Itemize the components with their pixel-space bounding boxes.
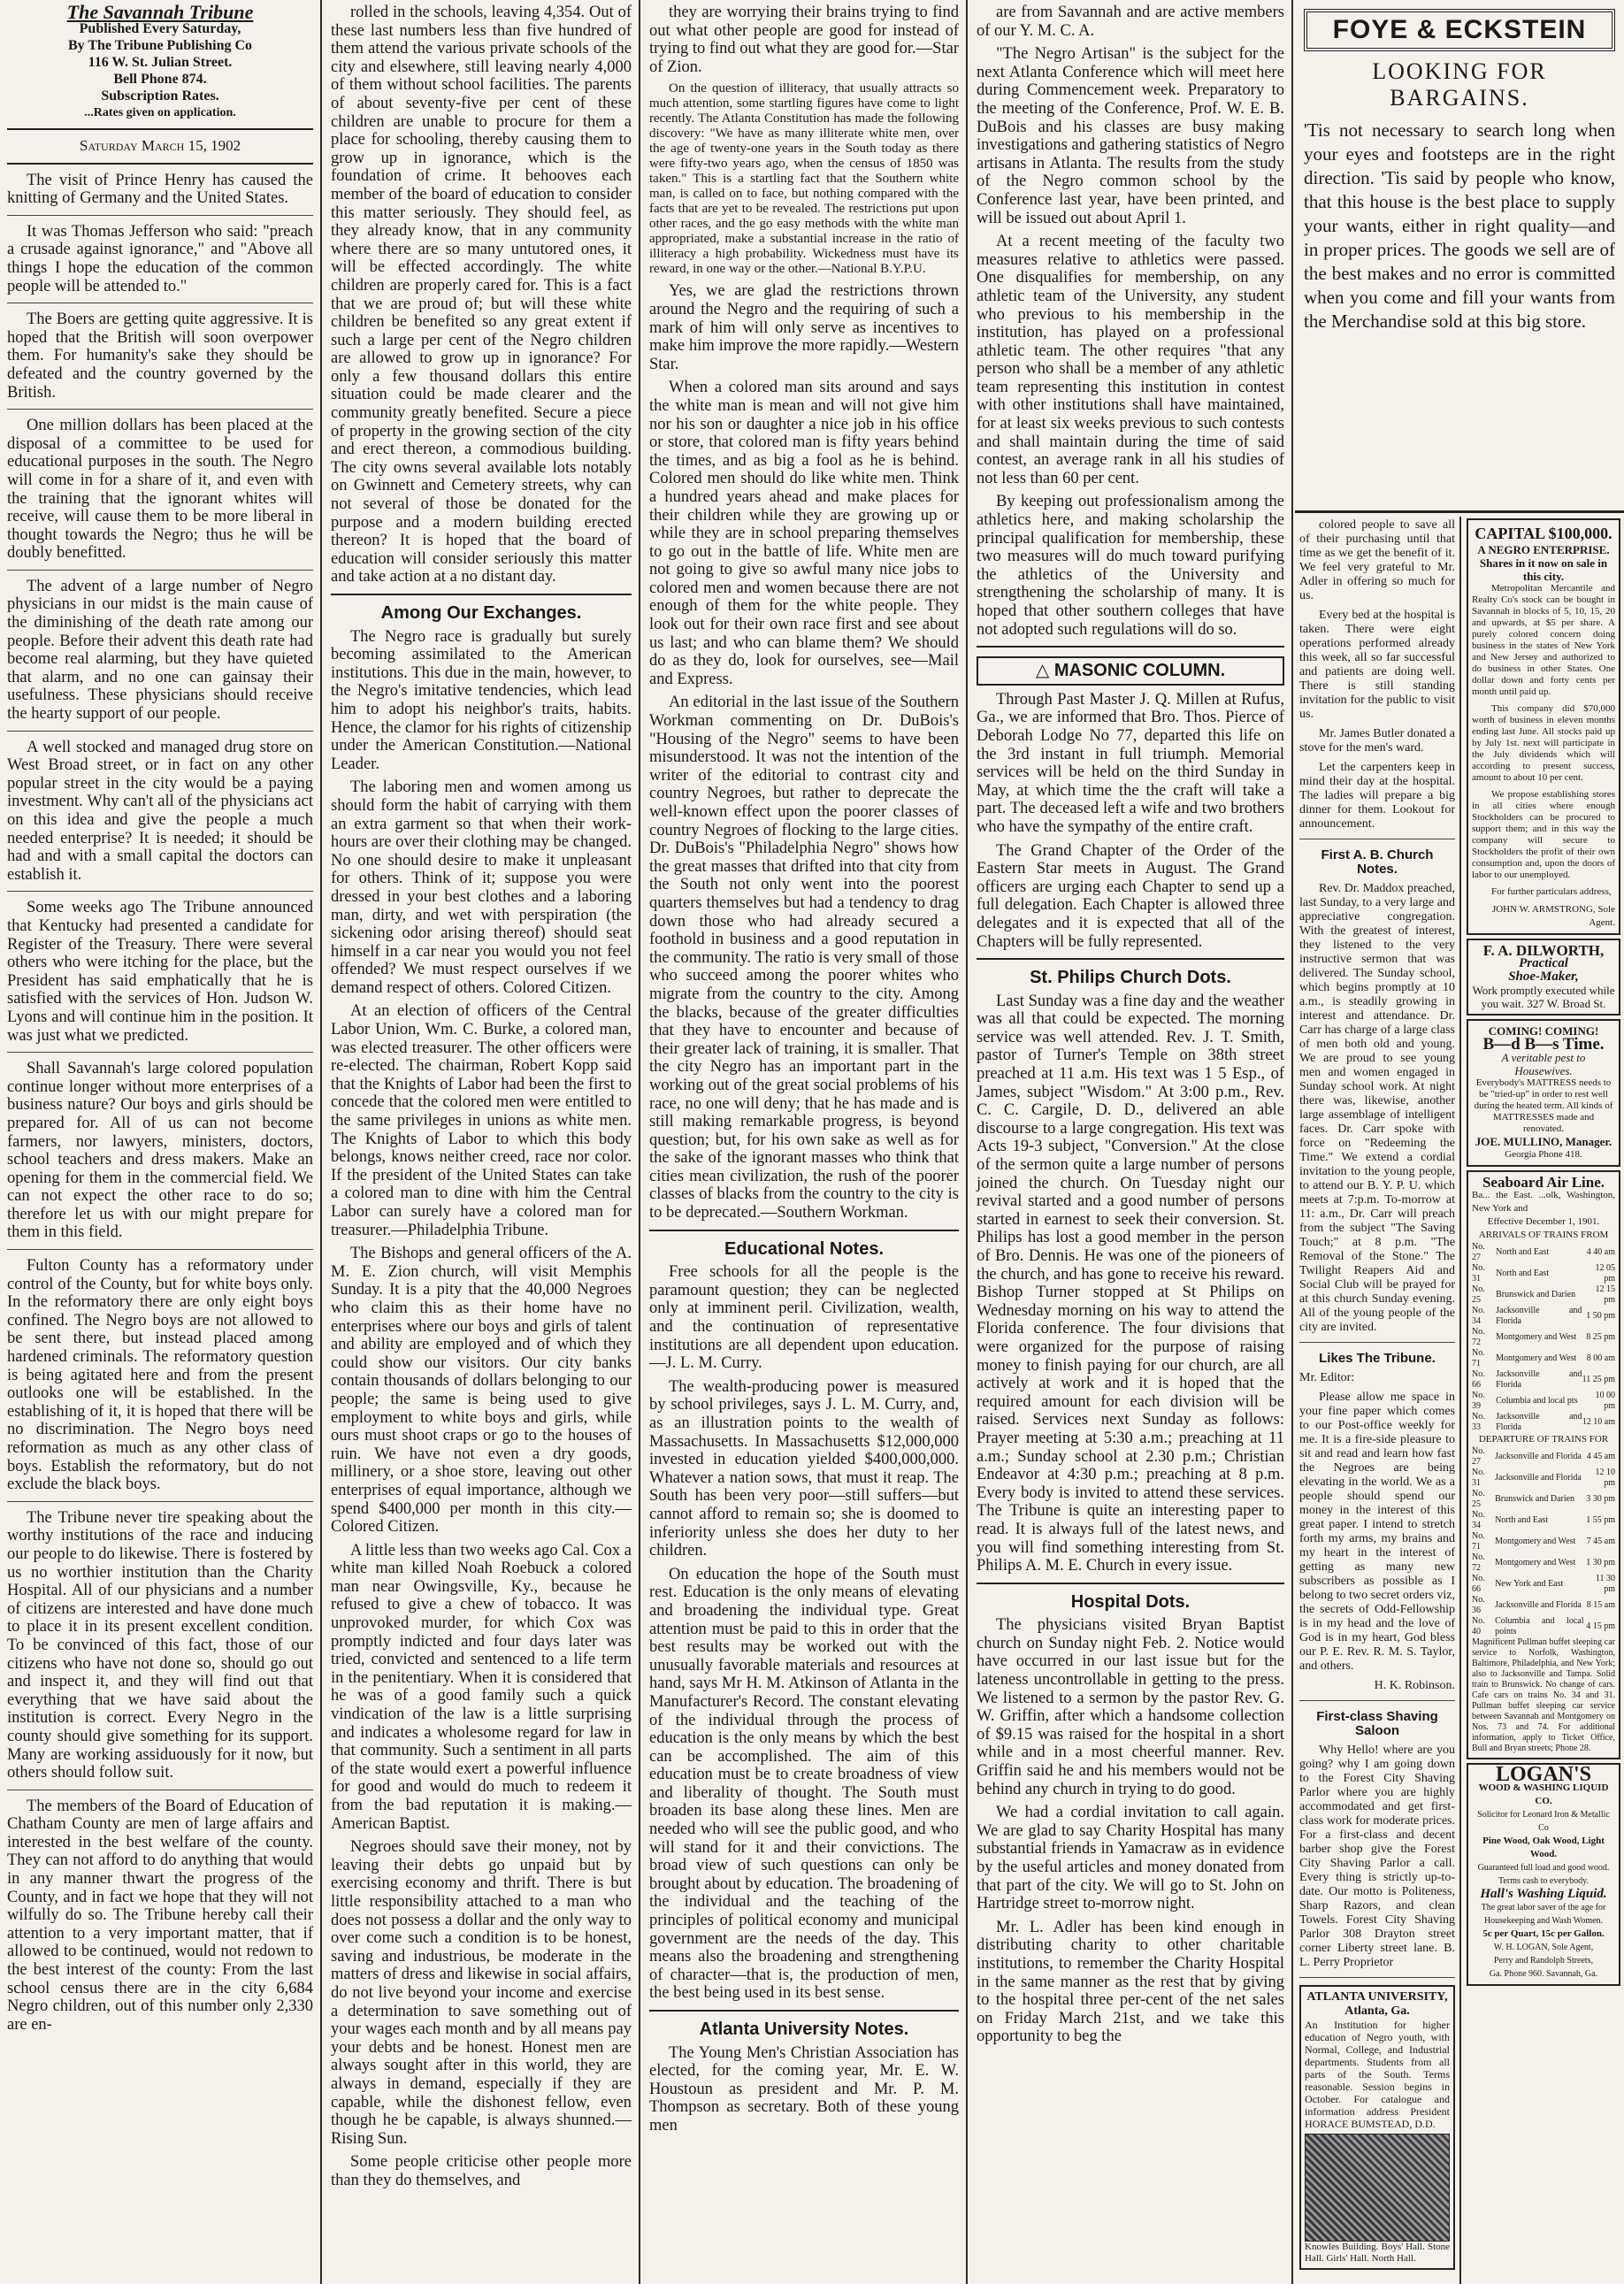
capital-signature: JOHN W. ARMSTRONG, Sole Agent. bbox=[1491, 904, 1615, 928]
hospital-paragraph: The physicians visited Bryan Baptist church on Sunday night Feb. 2. Notice would have occurred in our last issue but for the lateness uncontrollable in getting to the press. We listened to a sermon by the pastor Rev. G. W. Griffin, after which a handsome collection of $9.15 was raised for the hospital in a short while and in a most cheerful manner. Rev. Griffin said he and his members would not be behind any church in trying to do good. bbox=[977, 1616, 1284, 1798]
dilworth-title: F. A. DILWORTH, bbox=[1482, 942, 1605, 959]
train-number: No. 31 bbox=[1472, 1263, 1485, 1284]
masthead-line: 116 W. St. Julian Street. bbox=[88, 55, 233, 70]
train-row bbox=[1472, 1595, 1615, 1616]
train-route: Brunswick and Darien bbox=[1495, 1494, 1575, 1504]
train-time: 12 10 pm bbox=[1595, 1468, 1615, 1488]
train-number: No. 25 bbox=[1472, 1284, 1485, 1305]
dilworth-sub2: Shoe-Maker, bbox=[1508, 970, 1579, 984]
train-number: No. 27 bbox=[1472, 1242, 1485, 1262]
building-label: Stone Hall. bbox=[1305, 2242, 1451, 2264]
train-time: 4 45 am bbox=[1586, 1452, 1615, 1461]
departures-table bbox=[1472, 1446, 1615, 1637]
train-time: 11 25 pm bbox=[1582, 1375, 1615, 1384]
masonic-heading-text: MASONIC COLUMN. bbox=[1053, 661, 1226, 681]
logan-subtitle: WOOD & WASHING LIQUID CO. bbox=[1478, 1782, 1609, 1806]
train-number: No. 66 bbox=[1472, 1574, 1485, 1594]
editorial-paragraph: Shall Savannah's large colored population continue longer without more enterprises of a business nature? Our boys and girls should be prepared for. All of us can not become farmers, nor lawyers, ministers, doctors, school teachers and dress makers. Make an opening for them in the commercial field. We can not expect the other race to do so; therefore let us with our might prepare for them in this field. bbox=[7, 1060, 313, 1242]
train-time: 3 30 pm bbox=[1586, 1494, 1615, 1504]
column-rule bbox=[1459, 517, 1461, 2284]
departures-heading: DEPARTURE OF TRAINS FOR bbox=[1478, 1434, 1609, 1445]
dilworth-sub1: Practical bbox=[1519, 956, 1568, 970]
logan-line: Pine Wood, Oak Wood, Light Wood. bbox=[1482, 1836, 1605, 1859]
university-building-labels bbox=[1305, 2242, 1450, 2265]
train-number: No. 39 bbox=[1472, 1391, 1485, 1411]
train-row bbox=[1472, 1552, 1615, 1574]
train-number: No. 34 bbox=[1472, 1306, 1485, 1326]
train-route: North and East bbox=[1495, 1515, 1549, 1525]
masonic-paragraph: The Grand Chapter of the Order of the Eastern Star meets in August. The Grand officers are urging each Chapter to send up a full delegation. Each Chapter is allowed three delegates and it is expected that all of the Chapters will be fully represented. bbox=[977, 841, 1284, 951]
section-heading-exchanges: Among Our Exchanges. bbox=[380, 603, 582, 623]
train-row bbox=[1472, 1616, 1615, 1637]
train-row bbox=[1472, 1468, 1615, 1489]
exchange-paragraph: Yes, we are glad the restrictions thrown around the Negro and the requiring of such a mark of him will only serve as incentives to make him improve the more rapidly.—Western Star. bbox=[649, 282, 959, 373]
train-number: No. 36 bbox=[1472, 1595, 1485, 1615]
hospital-paragraph: colored people to save all of their purchasing until that time as we get the benefit of it. We feel very grateful to Mr. Adler in offering so much for us. bbox=[1299, 518, 1455, 602]
column-3 bbox=[642, 0, 966, 2284]
train-row bbox=[1472, 1242, 1615, 1263]
train-row bbox=[1472, 1574, 1615, 1595]
editorial-paragraph: One million dollars has been placed at the disposal of a committee to be used for educational purposes in the south. The Negro will come in for a share of it, and even with the training that the ignorant whites will receive, will cause them to be more liberal in thought towards the Negro; thus he will be doubly benefitted. bbox=[7, 417, 313, 563]
train-row bbox=[1472, 1263, 1615, 1284]
au-paragraph: The Young Men's Christian Association has elected, for the coming year, Mr. E. W. Houstoun as president and Mr. P. M. Thompson as secretary. Both of these young men bbox=[649, 2043, 959, 2135]
train-route: Jacksonville and Florida bbox=[1495, 1600, 1582, 1610]
seaboard-effective: Effective December 1, 1901. bbox=[1487, 1216, 1600, 1227]
train-time: 1 55 pm bbox=[1586, 1515, 1615, 1525]
section-heading-first-ab: First A. B. Church Notes. bbox=[1321, 847, 1434, 877]
masthead-title: The Savannah Tribune bbox=[66, 1, 254, 23]
masthead-line: ...Rates given on application. bbox=[84, 106, 236, 119]
capital-title: CAPITAL $100,000. bbox=[1475, 525, 1613, 542]
capital-paragraph: We propose establishing stores in all cities where enough Stockholders can be procured to support them; and in this way the company will secure to Stockholders the profit of their own consumption and, upon the doors of labor to our unemployed. bbox=[1472, 789, 1615, 880]
exchange-paragraph: Negroes should save their money, not by leaving their debts go unpaid but by exercising economy and thrift. There is but little responsibility attached to a man who does not possess a dollar and the only way to over come such a condition is to be honest, saving and industrious, be moderate in the matters of dress and likewise in social affairs, do not live beyond your income and exercise a determination to save something out of your wages each month and by all means pay your debts and be honest. Honest men are always sought after in this world, they are always in demand, especially if they are capable, while the dishonest fellow, even though he be capable, is always shunned.—Rising Sun. bbox=[331, 1838, 632, 2148]
logan-ad bbox=[1467, 1763, 1620, 1986]
column-6-content bbox=[1463, 517, 1624, 2284]
masthead-line: Bell Phone 874. bbox=[113, 72, 207, 87]
train-number: No. 25 bbox=[1472, 1489, 1485, 1509]
first-ab-paragraph: Rev. Dr. Maddox preached, last Sunday, to a very large and appreciative congregation. With the greatest of interest, they listened to the very instructive sermon that was delivered. The Sunday school, which begins promptly at 10 a.m., is steadily growing in interest and attendance. Dr. Carr has charge of a large class of men both old and young. We are proud to see young men and women engaged in Sunday school work. At night there was, likewise, another large assemblage of intelligent faces. Dr. Carr spoke with force on "Redeeming the Time." We extend a cordial invitation to the young people, to attend our B. Y. P. U. which meets at 7:p.m. To-morrow at 11: a.m., Dr. Carr will preach from the subject "The Saving Touch;" at 8 p.m. "The Removal of the Stone." The Twilight Reapers Aid and Social Club will be prayed for at this church Sunday evening. All of the young people of the city are invited. bbox=[1299, 882, 1455, 1334]
university-text: An Institution for higher education of Negro youth, with Normal, College, and Industrial departments. Students from all parts of the South. Terms reasonable. Session begins in October. For catalogue and information address President HORACE BUMSTEAD, D.D. bbox=[1305, 2019, 1450, 2130]
editorial-paragraph: A well stocked and managed drug store on West Broad street, or in fact on any other popular street in the city would be a paying investment. Why can't all of the physicians act on this idea and give the people a much needed enterprise? It is needed; it should be had and with a small capital the doctors can establish it. bbox=[7, 738, 313, 884]
train-number: No. 33 bbox=[1472, 1412, 1485, 1432]
train-number: No. 72 bbox=[1472, 1327, 1485, 1347]
editorial-paragraph: The Boers are getting quite aggressive. It is hoped that the British will soon overpower them. For humanity's sake they should be defeated and the country governed by the British. bbox=[7, 310, 313, 402]
capital-subtitle-2: Shares in it now on sale in this city. bbox=[1479, 556, 1608, 583]
mattress-body: Everybody's MATTRESS needs to be "tried-up" in order to rest well during the heated term. All kinds of MATTRESSES made and renovated. bbox=[1474, 1077, 1613, 1134]
train-route: Montgomery and West bbox=[1495, 1558, 1576, 1567]
seaboard-title: Seaboard Air Line. bbox=[1482, 1174, 1605, 1191]
dateline: Saturday March 15, 1902 bbox=[79, 137, 241, 154]
exchange-paragraph: On the question of illiteracy, that usually attracts so much attention, some startling figures have come to light recently. The Atlanta Constitution has made the following discovery: "We have as many illiterate white men, over the age of twenty-one years in the South today as there were fifty-two years ago, when the census of 1850 was taken." This is a startling fact that the Southern white man, is called on to face, but nothing compared with the facts that are yet to be revealed. The restrictions put upon other races, and the go easy methods with the white man appropriated, make a substantial increase in the ratio of illiteracy a high probability. Wickedness must have its reward, in one way or the other.—National B.Y.P.U. bbox=[649, 81, 959, 277]
column-rule bbox=[966, 0, 968, 2284]
train-route: North and East bbox=[1496, 1247, 1550, 1257]
editorial-paragraph: Fulton County has a reformatory under control of the County, but for white boys only. In the reformatory there are only eight boys confined. The Negro boys are not allowed to be sent there, but instead placed among hardened criminals. The reformatory question is being agitated here and from the present outlooks one will be established. In the establishing of it, it is hoped that there will be no discrimination. The Negro boys need reformation as much as any other class of boys. Establish the reformatory, but do not exclude the black boys. bbox=[7, 1257, 313, 1494]
train-route: Jacksonville and Florida bbox=[1495, 1473, 1582, 1483]
foye-subtitle: LOOKING FOR BARGAINS. bbox=[1372, 58, 1547, 111]
au-paragraph: By keeping out professionalism among the athletics here, and making scholarship the principal qualification for membership, these two measures will do much toward purifying the athletics of the University and strengthening the scholarship of many. It is hoped that other southern colleges that have not adopted such regulations will do so. bbox=[977, 493, 1284, 639]
exchange-paragraph: When a colored man sits around and says the white man is mean and will not give him nor his son or daughter a nice job in his office or store, that colored man is fifty years behind the times, and as big a fool as he is behind. Colored men should do like white men. Think a hundred years ahead and make places for their children while they are growing up or while they are in school preparing themselves to go out in the battle of life. White men are not going to give so awful many nice jobs to colored men and women because there are not enough of them for the white people. They look out for their own race first and see about us last; and who can blame them? We should do as they do, look for ourselves, see—Mail and Express. bbox=[649, 379, 959, 688]
train-row bbox=[1472, 1489, 1615, 1510]
foye-title: FOYE & ECKSTEIN bbox=[1304, 9, 1615, 51]
mattress-title: B—d B—s Time. bbox=[1482, 1035, 1605, 1054]
editorial-paragraph: The Tribune never tire speaking about the worthy institutions of the race and inducing our people to do likewise. There is fostered by us no worthier institution than the Charity Hospital. All of our physicians and a number of citizens are interested and have done much to place it in its present excellent condition. To be convinced of this fact, those of our citizens who have not done so, should go out and inspect it, and they will find out that everything that we have said about the institution is correct. Every Negro in the county should give something for its support. Many are working assiduously for it now, but others should follow suit. bbox=[7, 1508, 313, 1782]
logan-line: Ga. Phone 960. Savannah, Ga. bbox=[1489, 1969, 1598, 1979]
train-number: No. 27 bbox=[1472, 1446, 1485, 1467]
train-route: Columbia and local points bbox=[1495, 1616, 1584, 1636]
dilworth-body: Work promptly executed while you wait. 327 W. Broad St. bbox=[1472, 984, 1615, 1010]
capital-paragraph: This company did $70,000 worth of business in eleven months ending last June. All stocks paid up by July 1st. next will participate in the July dividends which will according to present success, amount to about 10 per cent. bbox=[1472, 703, 1615, 783]
university-building-image bbox=[1305, 2134, 1450, 2242]
editorial-paragraph: The visit of Prince Henry has caused the knitting of Germany and the United States. bbox=[7, 171, 313, 208]
train-time: 4 15 pm bbox=[1586, 1621, 1615, 1631]
train-route: Montgomery and West bbox=[1496, 1353, 1577, 1363]
train-number: No. 31 bbox=[1472, 1468, 1485, 1488]
train-time: 8 00 am bbox=[1586, 1353, 1615, 1363]
train-time: 10 00 pm bbox=[1595, 1391, 1615, 1411]
masthead-line: By The Tribune Publishing Co bbox=[67, 38, 253, 53]
train-row bbox=[1472, 1348, 1615, 1369]
section-heading-masonic bbox=[977, 656, 1284, 686]
hospital-paragraph: Every bed at the hospital is taken. There were eight operations performed already this week, all so far successful and patients are doing well. There is still standing invitation for the public to visit us. bbox=[1299, 609, 1455, 721]
train-time: 8 25 pm bbox=[1586, 1332, 1615, 1342]
au-paragraph: At a recent meeting of the faculty two measures relative to athletics were passed. One disqualifies for membership, on any athletic team of the University, any student who previous to his membership in the institution, has played on a professional athletic team. The other requires "that any person who shall be a member of any athletic team representing this institution in contest with other institutions shall have maintained, for at least six weeks previous to such contests and shall maintain during the time of said contest, an average rank in all his studies of not less than 60 per cent. bbox=[977, 233, 1284, 487]
logan-line: The great labor saver of the age for Housekeeping and Wash Women. bbox=[1481, 1903, 1606, 1926]
university-title: ATLANTA UNIVERSITY, Atlanta, Ga. bbox=[1306, 1990, 1448, 2018]
train-time: 1 30 pm bbox=[1586, 1558, 1615, 1567]
train-time: 11 30 pm bbox=[1595, 1574, 1615, 1594]
likes-signature: H. K. Robinson. bbox=[1374, 1679, 1455, 1692]
seaboard-notes: Magnificent Pullman buffet sleeping car service to Norfolk, Washington, Baltimore, Philadelphia, and New York; also to Jacksonville and Tampa. Solid train to Brunswick. No change of cars. Cafe cars on trains No. 34 and 31. Pullman buffet sleeping car service between Savannah and Montgomery on Nos. 73 and 74. For additional information, apply to Ticket Office, Bull and Bryan streets; Phone 28. bbox=[1472, 1637, 1615, 1753]
dilworth-ad bbox=[1467, 939, 1620, 1016]
train-row bbox=[1472, 1306, 1615, 1327]
exchange-paragraph: they are worrying their brains trying to find out what other people are good for instead of trying to find out what they are good for.—Star of Zion. bbox=[649, 4, 959, 76]
section-heading-education: Educational Notes. bbox=[724, 1238, 885, 1259]
column-rule bbox=[1291, 0, 1293, 2284]
capital-paragraph: For further particulars address, bbox=[1491, 886, 1612, 897]
exchange-paragraph: A little less than two weeks ago Cal. Cox a white man killed Noah Roebuck a colored man near Owingsville, Ky., because he refused to give a chew of tobacco. It was unprovoked murder, for which Cox was promptly indicted and four days later was tried, convicted and sentenced to a life term in the penitentiary. When it is considered that he was of a good family such a quick vindication of the law is a little surprising and indicates a wholesome regard for law in that community. Such a sentiment in all parts of the state would exert a powerful influence for good and would do much to redeem it from the bad reputation it is making.—American Baptist. bbox=[331, 1541, 632, 1833]
exchange-paragraph: The Negro race is gradually but surely becoming assimilated to the American institutions. This due in the main, however, to the Negro's imitative tendencies, which lead him to adopt his neighbor's traits, habits. Hence, the clamor for his rights of citizenship under the American Constitution.—National Leader. bbox=[331, 627, 632, 773]
column-4 bbox=[969, 0, 1291, 2284]
masthead-line: Published Every Saturday, bbox=[79, 21, 241, 36]
column-1 bbox=[0, 0, 320, 2284]
hall-title: Hall's Washing Liquid. bbox=[1480, 1887, 1607, 1901]
section-heading-hospital: Hospital Dots. bbox=[1070, 1591, 1191, 1612]
train-route: Brunswick and Darien bbox=[1496, 1290, 1576, 1299]
exchange-paragraph: The laboring men and women among us should form the habit of carrying with them an extra garment so that when their work-hours are over their clothing may be changed. No one should desire to make it unpleasant for others. Think of it; suppose you were dressed in your best clothes and a laboring man, dirty, and wet with perspiration (the sickening odor arising thereof) should seat himself in a car near you would you not feel offended? We must respect ourselves if we demand respect of others. Colored Citizen. bbox=[331, 778, 632, 997]
exchange-paragraph: An editorial in the last issue of the Southern Workman commenting on Dr. DuBois's "Housing of the Negro" seems to have been misunderstood. It was not the intention of the writer of the editorial to contrast city and country Negroes, but rather to deprecate the well-known effect upon the poorer classes of country Negroes of flocking to the large cities. Dr. DuBois's "Philadelphia Negro" shows how the great masses that drifted into that city from the South not only went into the poorest quarters themselves but had a tendency to drag down those who had already secured a foothold in business and a good reputation in the community. The ratio is very small of those who succeed among the poorer whites who migrate from the country to the city. Among the blacks, because of the greater difficulties that they have to encounter and because of their greater lack of training, it is smaller. That the city Negro has an important part in the working out of the great social problems of his race, no one will deny; that he has made and is still making remarkable progress, is beyond question; but, for his own sake as well as for the sake of the ignorant masses who think that cities mean civilization, the rush of the poorer classes of blacks from the country to the city is to be deprecated.—Southern Workman. bbox=[649, 694, 959, 1222]
arrivals-table bbox=[1472, 1242, 1615, 1433]
train-row bbox=[1472, 1412, 1615, 1433]
train-row bbox=[1472, 1446, 1615, 1468]
train-time: 4 40 am bbox=[1586, 1247, 1615, 1257]
masthead-line: Subscription Rates. bbox=[101, 88, 219, 103]
train-row bbox=[1472, 1531, 1615, 1552]
train-row bbox=[1472, 1327, 1615, 1348]
train-number: No. 72 bbox=[1472, 1552, 1485, 1573]
au-paragraph: "The Negro Artisan" is the subject for the next Atlanta Conference which will meet here during Commencement week. Preparatory to the meeting of the Conference, Prof. W. E. B. DuBois and his classes are busy making investigations and gathering statistics of Negro artisans in Atlanta. The results from the study of the Negro common school by the Conference last year, have been printed, and will be issued out about April 1. bbox=[977, 45, 1284, 227]
seaboard-ad bbox=[1467, 1170, 1620, 1759]
education-paragraph: The wealth-producing power is measured by school privileges, says J. L. M. Curry, and, as an illustration points to the wealth of Massachusetts. In Massachusetts $12,000,000 invested in education yielded $400,000,000. Whatever a nation sows, that must it reap. The South has been very poor—still suffers—but cannot afford to remain so; she is doomed to inferiority unless she does her duty to her children. bbox=[649, 1377, 959, 1560]
masonic-emblem-icon: △ bbox=[1035, 661, 1050, 681]
train-number: No. 34 bbox=[1472, 1510, 1485, 1530]
train-time: 12 15 pm bbox=[1595, 1284, 1615, 1305]
capital-subtitle: A NEGRO ENTERPRISE. bbox=[1477, 543, 1610, 556]
train-route: Jacksonville and Florida bbox=[1496, 1412, 1582, 1432]
foye-ad-content bbox=[1295, 0, 1624, 513]
mattress-coming: COMING! COMING! bbox=[1488, 1024, 1599, 1038]
train-number: No. 66 bbox=[1472, 1369, 1485, 1390]
building-label: Girls' Hall. bbox=[1326, 2253, 1369, 2264]
seaboard-intro: Ba... the East. ...olk, Washington, New York and bbox=[1472, 1190, 1615, 1214]
hospital-paragraph: Mr. L. Adler has been kind enough in distributing charity to other charitable institutions, to remember the Charity Hospital in the same manner as the rest that by giving to the hospital three per-cent of the net sales on Friday March 21st, and we take this opportunity to beg the bbox=[977, 1918, 1284, 2046]
train-time: 12 05 pm bbox=[1595, 1263, 1615, 1284]
hospital-paragraph: Mr. James Butler donated a stove for the men's ward. bbox=[1299, 727, 1455, 755]
logan-line: Guaranteed full load and good wood. Terms cash to everybody. bbox=[1477, 1863, 1610, 1886]
column-2 bbox=[324, 0, 639, 2284]
editorial-paragraph: rolled in the schools, leaving 4,354. Out of these last numbers less than five hundred of them attend the various private schools of the city and elsewhere, still leaving nearly 4,000 of them without school facilities. The parents of about seventy-five per cent of these children are unable to procure for them a place for schooling, thereby causing them to grow up in ignorance, which is the foundation of crime. It behooves each member of the board of education to consider this matter seriously. They should feel, as they already know, that in any community where there are so many untutored ones, it will be effected accordingly. The white children are properly cared for. This is a fact that we are proud of; but will these white children be benefited so any great extent if such a large per cent of the Negro children are allowed to grow up in ignorance? For only a few thousand dollars this entire situation could be made clearer and the community greatly benefited. Secure a piece of property in the growing section of the city and erect thereon, a commodious building. The city owns several available lots notably on Gwinnett and Cemetery streets, why can not several of those be donated for the purpose and a modern building erected thereon? It is hoped that the board of education will consider seriously this matter and take action at a no distant day. bbox=[331, 4, 632, 586]
train-route: Montgomery and West bbox=[1495, 1537, 1576, 1546]
editorial-paragraph: The advent of a large number of Negro physicians in our midst is the main cause of the diminishing of the death rate among our people. Before their advent this death rate had become real alarming, but they have quieted that alarm, and no one can gainsay their usefulness. These physicians should receive the hearty support of our people. bbox=[7, 577, 313, 724]
train-route: Jacksonville and Florida bbox=[1496, 1306, 1582, 1326]
mattress-tagline: A veritable pest to Housewives. bbox=[1501, 1051, 1586, 1077]
mattress-manager: JOE. MULLINO, Manager. bbox=[1475, 1135, 1613, 1148]
train-route: North and East bbox=[1496, 1268, 1550, 1278]
mattress-ad bbox=[1467, 1019, 1620, 1167]
train-number: No. 40 bbox=[1472, 1616, 1485, 1636]
column-rule bbox=[320, 0, 322, 2284]
education-paragraph: Free schools for all the people is the paramount question; they can be neglected only at imminent peril. Civilization, wealth, and the continuation of representative institutions are all dependent upon education.—J. L. M. Curry. bbox=[649, 1263, 959, 1373]
capital-ad bbox=[1467, 518, 1620, 935]
train-number: No. 71 bbox=[1472, 1531, 1485, 1552]
column-5-content bbox=[1295, 517, 1459, 2284]
train-time: 1 50 pm bbox=[1586, 1311, 1615, 1321]
likes-paragraph: Please allow me space in your fine paper which comes to our Post-office weekly for me. It is a fire-side pleasure to sit and read and learn how fast the Negroes are being elevating in the world. We as a people should spend our money in the interest of this great paper. I intend to stretch forth my arms, my brains and my heart in the interest of getting as many new subscribers as possible as I belong to two secret orders viz, the secrets of Odd-Fellowship is in my head and the love of God is in my heart, God bless our P. E. Rev. R. M. S. Taylor, and others. bbox=[1299, 1391, 1455, 1673]
au-paragraph: are from Savannah and are active members of our Y. M. C. A. bbox=[977, 4, 1284, 40]
building-label: Knowles Building. bbox=[1305, 2242, 1379, 2252]
atlanta-university-ad bbox=[1299, 1985, 1455, 2270]
section-heading-st-philips: St. Philips Church Dots. bbox=[1030, 968, 1231, 988]
exchange-paragraph: The Bishops and general officers of the A. M. E. Zion church, will visit Memphis Sunday. It is a pity that the 40,000 Negroes who claim this as their home have no enterprises where our boys and girls of talent and ability are employed and of which they could show our visitors. Our city banks contain thousands of dollars belonging to our people; the same is being used to give employment to white boys and girls, while ours must shoot craps or go to the houses of ruin. We have not even a dry goods, millinery, or a shoe store, leaving out other enterprises of equal importance, although we spend $400,000 per month in this city.—Colored Citizen. bbox=[331, 1245, 632, 1537]
section-heading-atlanta-university: Atlanta University Notes. bbox=[699, 2020, 909, 2039]
editorial-list bbox=[7, 172, 313, 2035]
train-route: Columbia and local pts bbox=[1496, 1396, 1578, 1406]
likes-salutation: Mr. Editor: bbox=[1299, 1371, 1355, 1384]
train-row bbox=[1472, 1510, 1615, 1531]
section-heading-shaving: First-class Shaving Saloon bbox=[1316, 1709, 1438, 1738]
train-route: Jacksonville and Florida bbox=[1495, 1452, 1582, 1461]
building-label: Boys' Hall. bbox=[1381, 2242, 1425, 2252]
train-route: New York and East bbox=[1495, 1579, 1564, 1589]
train-time: 7 45 am bbox=[1586, 1537, 1615, 1546]
train-time: 8 15 am bbox=[1586, 1600, 1615, 1610]
capital-paragraph: Metropolitan Mercantile and Realty Co's stock can be bought in Savannah in blocks of 5, 10, 15, 20 and upwards, at $5 per share. A purely colored concern doing business in the states of New York and New Jersey and authorized to do business in other States. One dollar down and forty cents per month until paid up. bbox=[1472, 583, 1615, 697]
logan-line: 5c per Quart, 15c per Gallon. bbox=[1482, 1928, 1605, 1939]
hospital-paragraph: We had a cordial invitation to call again. We are glad to say Charity Hospital has many substantial friends in Yamacraw as in evidence by the useful articles and money donated from that part of the city. We will go to St. John on Hartridge street to-morrow night. bbox=[977, 1804, 1284, 1913]
logan-line: Solicitor for Leonard Iron & Metallic Co bbox=[1477, 1810, 1610, 1833]
column-rule bbox=[639, 0, 640, 2284]
train-row bbox=[1472, 1369, 1615, 1391]
logan-line: W. H. LOGAN, Sole Agent, bbox=[1493, 1943, 1594, 1952]
st-philips-paragraph: Last Sunday was a fine day and the weather was all that could be expected. The morning service was well attended. Rev. J. T. Smith, pastor of Turner's Temple on 38th street preached at 11 a.m. His text was 1 5 Esp., of James, subject "Wisdom." At 3:00 p.m., Rev. C. C. Cargile, D. D., delivered an able discourse to a large congregation. His text was Acts 19-3 subject, "Conversion." At the close of the sermon quite a large number of persons joined the church. On Tuesday night our revival started and a good number of persons started in earnest to seek their conversion. St. Philips has lost a good member in the person of Bro. Dennis. He was one of the pioneers of the church, and has gone to receive his reward. Bishop Turner stopped at St Philips on Wednesday morning on his way to attend the Florida conference. The four divisions that were organized for the purpose of raising money to finish paying for our church, are all actively at work and it is hoped that the required amount for each division will be raised. Services next Sunday as follows: Prayer meeting at 5:30 a.m.; preaching at 11 a.m.; Sunday school at 2.30 p.m.; Christian Endeavor at 4:30 p.m.; preaching at 8 p.m. Every body is invited to attend these services. The Tribune is quite an interesting paper to read. It is always full of the latest news, and you will find something interesting from St. Philips A. M. E. Church in every issue. bbox=[977, 992, 1284, 1575]
editorial-paragraph: Some weeks ago The Tribune announced that Kentucky had presented a candidate for Register of the Treasury. There were several others who were itching for the place, but the President has said emphatically that he is satisfied with the services of Hon. Judson W. Lyons and will continue him in the position. It was just what we predicted. bbox=[7, 899, 313, 1045]
train-row bbox=[1472, 1391, 1615, 1412]
exchange-paragraph: Some people criticise other people more than they do themselves, and bbox=[331, 2153, 632, 2189]
train-route: Jacksonville and Florida bbox=[1496, 1369, 1582, 1390]
logan-title: LOGAN'S bbox=[1495, 1763, 1592, 1786]
foye-body: 'Tis not necessary to search long when your eyes and footsteps are in the right direction. 'Tis said by people who know, that this house is the best place to supply your wants, either in right quality—and in proper prices. The goods we sell are of the best makes and no error is committed when you come and fill your wants from the Merchandise sold at this big store. bbox=[1304, 119, 1615, 332]
masonic-paragraph: Through Past Master J. Q. Millen at Rufus, Ga., we are informed that Bro. Thos. Pierce of Deborah Lodge No 77, departed this life on the 3rd instant in full triumph. Memorial services will be held on the third Sunday in May, at which time the the craft will take a part. The deceased left a wife and two brothers who have the sympathy of the entire craft. bbox=[977, 690, 1284, 836]
shaving-paragraph: Why Hello! where are you going? why I am going down to the Forest City Shaving Parlor where you are highly accommodated and get first-class work for moderate prices. For a first-class and decent barber shop give the Forest City Shaving Parlor a call. Every thing is strictly up-to-date. Our motto is Politeness, Sharp Razors, and clean Towels. Forest City Shaving Parlor 308 Drayton street corner Liberty street lane. B. L. Perry Proprietor bbox=[1299, 1744, 1455, 1969]
train-route: Montgomery and West bbox=[1496, 1332, 1577, 1342]
editorial-paragraph: It was Thomas Jefferson who said: "preach a crusade against ignorance," and "Above all things I hope the education of the common people will be attended to." bbox=[7, 222, 313, 295]
education-paragraph: On education the hope of the South must rest. Education is the only means of elevating and broadening the individual type. Great attention must be paid to this in order that the best results may be worked out with the unusually favorable materials and resources at hand, says Mr H. M. Atkinson of Atlanta in the Manufacturer's Record. The constant elevating of the individual through the process of education is the only means by which the best can be accomplished. The aim of this education must be to create broadness of view and liberality of thought. The South must broaden its base along these lines. Men are needed who will see the public good, and who will stand for it and their convictions. The broad view of such questions can only be brought about by education. The broadening of the individual and the teaching of the principles of political economy and municipal government are the needs of the day. This means also the broadening and strengthening of character—that is, the production of men, the best being used in its best sense. bbox=[649, 1565, 959, 2003]
masthead bbox=[7, 1, 313, 121]
mattress-phone: Georgia Phone 418. bbox=[1505, 1149, 1582, 1160]
train-number: No. 71 bbox=[1472, 1348, 1485, 1368]
train-row bbox=[1472, 1284, 1615, 1306]
exchange-paragraph: At an election of officers of the Central Labor Union, Wm. C. Burke, a colored man, was elected treasurer. The other officers were re-elected. The chairman, Robert Kopp said that the Knights of Labor had been the first to concede that the colored men were entitled to the same privileges in unions as white men. The Knights of Labor to which this body belongs, knows neither creed, race nor color. If the president of the United States can take a colored man to dine with him the Central Labor can surely have a colored man for treasurer.—Philadelphia Tribune. bbox=[331, 1002, 632, 1239]
train-time: 12 10 am bbox=[1582, 1417, 1615, 1427]
logan-line: Perry and Randolph Streets, bbox=[1493, 1956, 1594, 1966]
editorial-paragraph: The members of the Board of Education of Chatham County are men of large affairs and interested in the best welfare of the county. They can not afford to do anything that would in any manner thwart the progress of the County, and in fact we hope that they will not wilfully do so. The Tribune hereby call their attention to a very important matter, that if allowed to be continued, would not redown to the best interest of the county: From the last school census there are in the city 6,684 Negro children, out of this number only 2,330 are en- bbox=[7, 1797, 313, 2034]
hospital-paragraph: Let the carpenters keep in mind their day at the hospital. The ladies will prepare a big dinner for them. Lookout for announcement. bbox=[1299, 761, 1455, 831]
arrivals-heading: ARRIVALS OF TRAINS FROM bbox=[1478, 1230, 1609, 1240]
section-heading-likes: Likes The Tribune. bbox=[1319, 1351, 1436, 1366]
building-label: North Hall. bbox=[1371, 2253, 1416, 2264]
